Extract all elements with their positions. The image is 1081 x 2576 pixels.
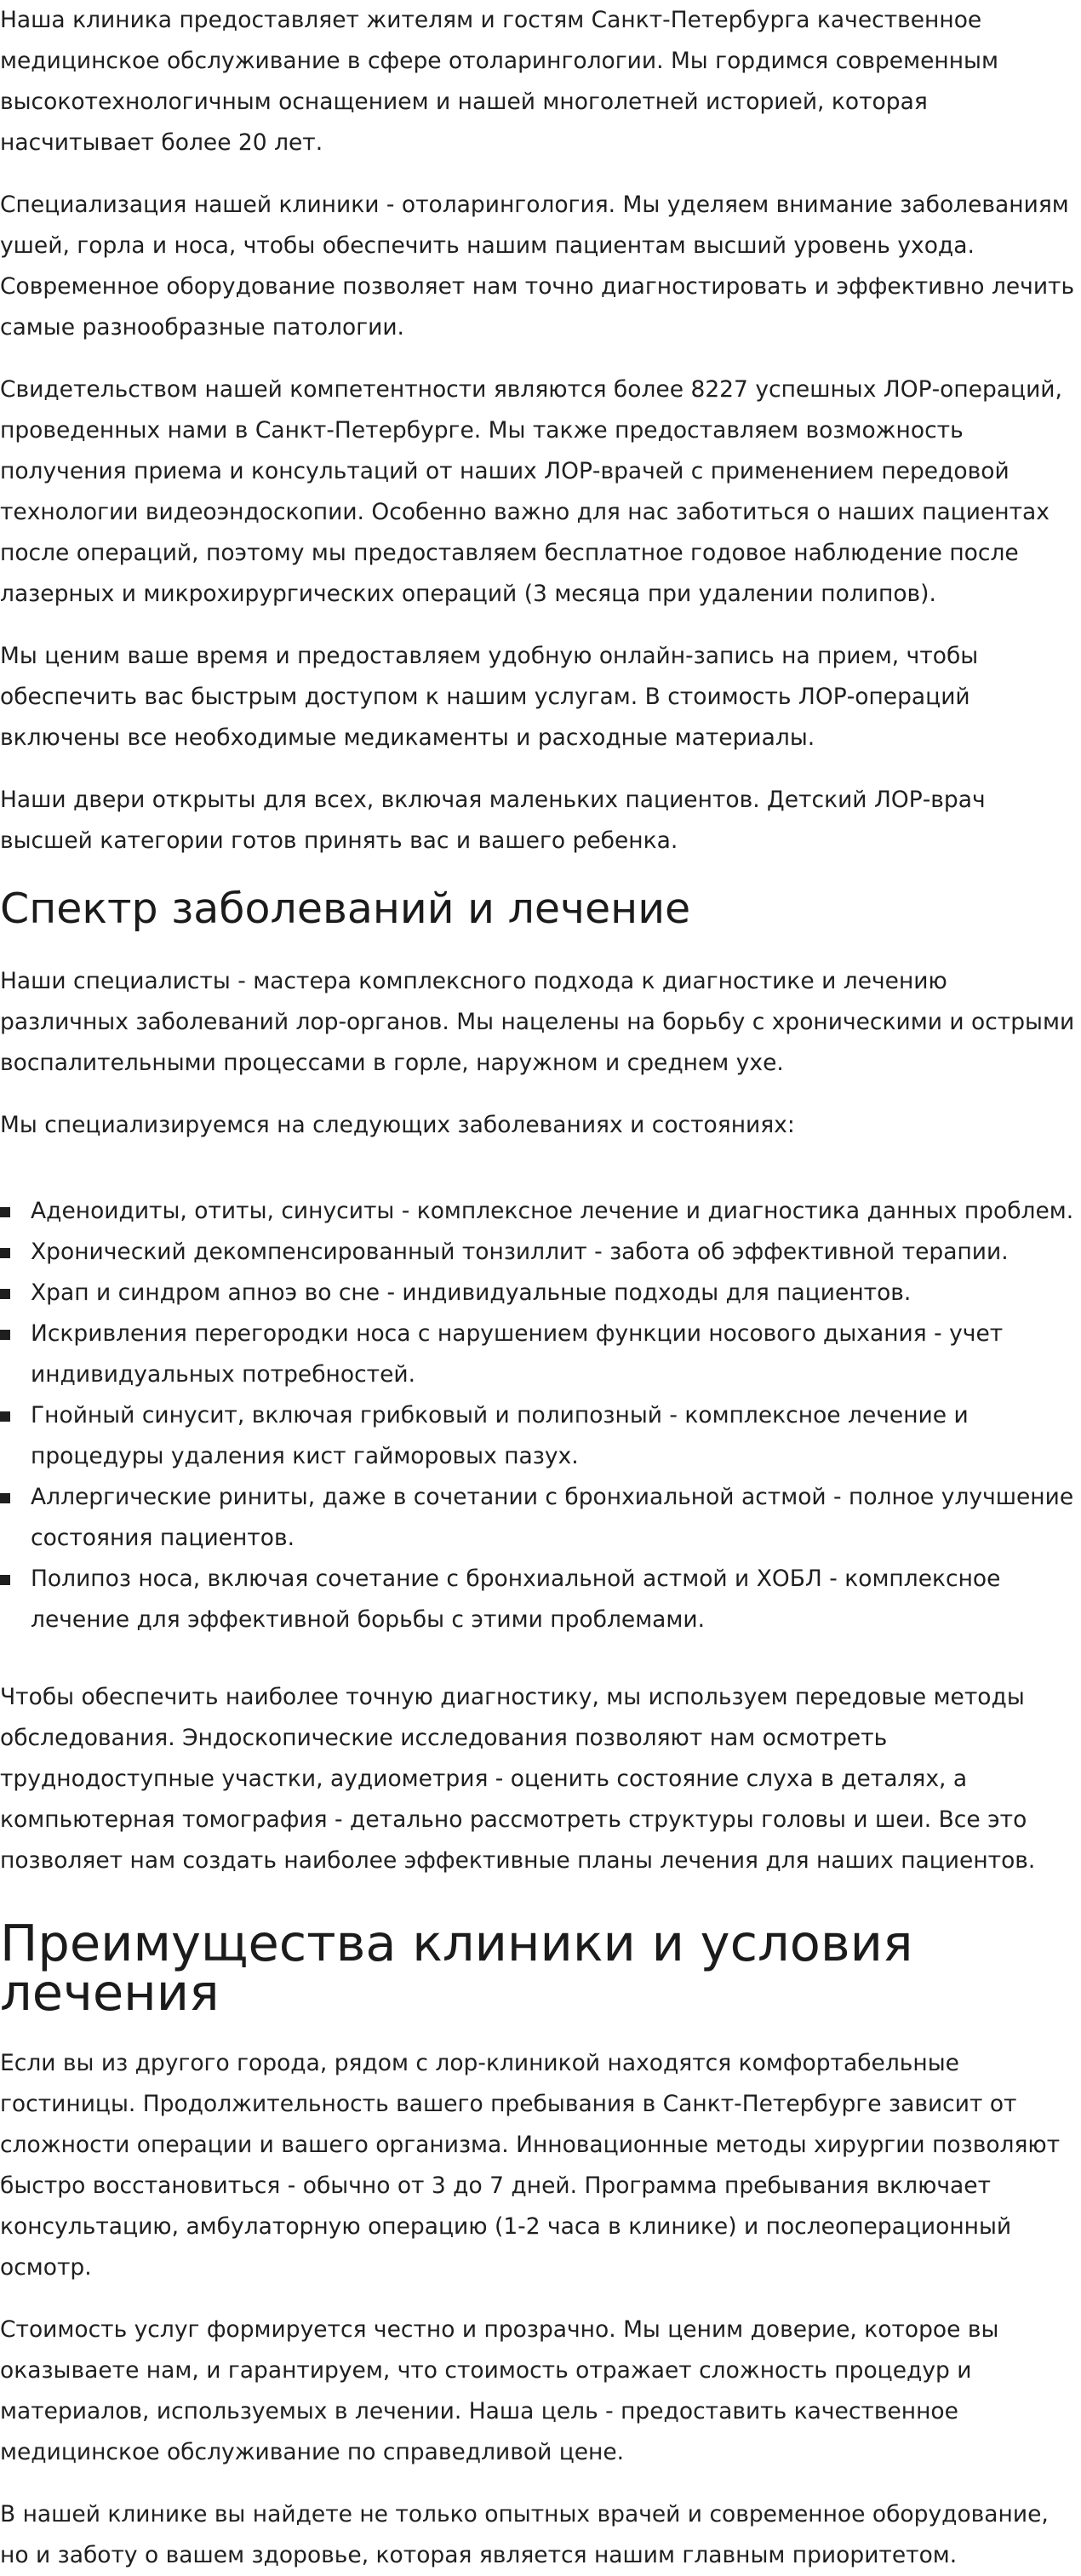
intro-paragraph: Свидетельством нашей компетентности являются более 8227 успешных ЛОР-операций, проведенных нами в Санкт-Петербурге. Мы также предоставляем возможность получения приема и консультаций от наших ЛОР-врачей с применением передовой технологии видеоэндоскопии. Особенно важно для нас заботиться о наших пациентах после операций, поэтому мы предоставляем бесплатное годовое наблюдение после лазерных и микрохирургических операций (3 месяца при удалении полипов).: [0, 376, 1062, 607]
list-item: Искривления перегородки носа с нарушением функции носового дыхания - учет индивидуальных потребностей.: [0, 1314, 1081, 1395]
advantages-section: [0, 1914, 1081, 2576]
list-item: Аденоидиты, отиты, синуситы - комплексное лечение и диагностика данных проблем.: [0, 1191, 1081, 1232]
list-item: Аллергические риниты, даже в сочетании с бронхиальной астмой - полное улучшение состояния пациентов.: [0, 1477, 1081, 1559]
intro-paragraph: Специализация нашей клиники - отоларингология. Мы уделяем внимание заболеваниям ушей, горла и носа, чтобы обеспечить нашим пациентам высший уровень ухода. Современное оборудование позволяет нам точно диагностировать и эффективно лечить самые разнообразные патологии.: [0, 192, 1075, 341]
advantages-paragraph: Стоимость услуг формируется честно и прозрачно. Мы ценим доверие, которое вы оказываете нам, и гарантируем, что стоимость отражает сложность процедур и материалов, используемых в лечении. Наша цель - предоставить качественное медицинское обслуживание по справедливой цене.: [0, 2316, 999, 2465]
diseases-heading: Спектр заболеваний и лечение: [0, 884, 691, 933]
intro-paragraph: Мы ценим ваше время и предоставляем удобную онлайн-запись на прием, чтобы обеспечить вас быстрым доступом к нашим услугам. В стоимость ЛОР-операций включены все необходимые медикаменты и расходные материалы.: [0, 643, 979, 751]
diagnostics-paragraph: Чтобы обеспечить наиболее точную диагностику, мы используем передовые методы обследования. Эндоскопические исследования позволяют нам осмотреть труднодоступные участки, аудиометрия - оценить состояние слуха в деталях, а компьютерная томография - детально рассмотреть структуры головы и шеи. Все это позволяет нам создать наиболее эффективные планы лечения для наших пациентов.: [0, 1684, 1036, 1874]
intro-section: [0, 0, 1081, 862]
list-item: Хронический декомпенсированный тонзиллит - забота об эффективной терапии.: [0, 1232, 1081, 1273]
intro-paragraph: Наша клиника предоставляет жителям и гостям Санкт-Петербурга качественное медицинское обслуживание в сфере отоларингологии. Мы гордимся современным высокотехнологичным оснащением и нашей многолетней историей, которая насчитывает более 20 лет.: [0, 7, 998, 156]
list-item: Храп и синдром апноэ во сне - индивидуальные подходы для пациентов.: [0, 1273, 1081, 1314]
list-item: Полипоз носа, включая сочетание с бронхиальной астмой и ХОБЛ - комплексное лечение для эффективной борьбы с этими проблемами.: [0, 1559, 1081, 1640]
diseases-paragraph: Мы специализируемся на следующих заболеваниях и состояниях:: [0, 1112, 795, 1138]
diseases-list: [0, 1167, 1081, 1640]
advantages-paragraph: Если вы из другого города, рядом с лор-клиникой находятся комфортабельные гостиницы. Продолжительность вашего пребывания в Санкт-Петербурге зависит от сложности операции и вашего организма. Инновационные методы хирургии позволяют быстро восстановиться - обычно от 3 до 7 дней. Программа пребывания включает консультацию, амбулаторную операцию (1-2 часа в клинике) и послеоперационный осмотр.: [0, 2050, 1061, 2281]
advantages-paragraph: В нашей клинике вы найдете не только опытных врачей и современное оборудование, но и заботу о вашем здоровье, которая является нашим главным приоритетом.: [0, 2501, 1049, 2568]
diseases-paragraph: Наши специалисты - мастера комплексного подхода к диагностике и лечению различных заболеваний лор-органов. Мы нацелены на борьбу с хроническими и острыми воспалительными процессами в горле, наружном и среднем ухе.: [0, 968, 1075, 1076]
list-item: Гнойный синусит, включая грибковый и полипозный - комплексное лечение и процедуры удаления кист гайморовых пазух.: [0, 1395, 1081, 1477]
diseases-section: [0, 884, 1081, 1881]
advantages-heading: Преимущества клиники и условия лечения: [0, 1914, 913, 2022]
intro-paragraph: Наши двери открыты для всех, включая маленьких пациентов. Детский ЛОР-врач высшей категории готов принять вас и вашего ребенка.: [0, 787, 986, 854]
